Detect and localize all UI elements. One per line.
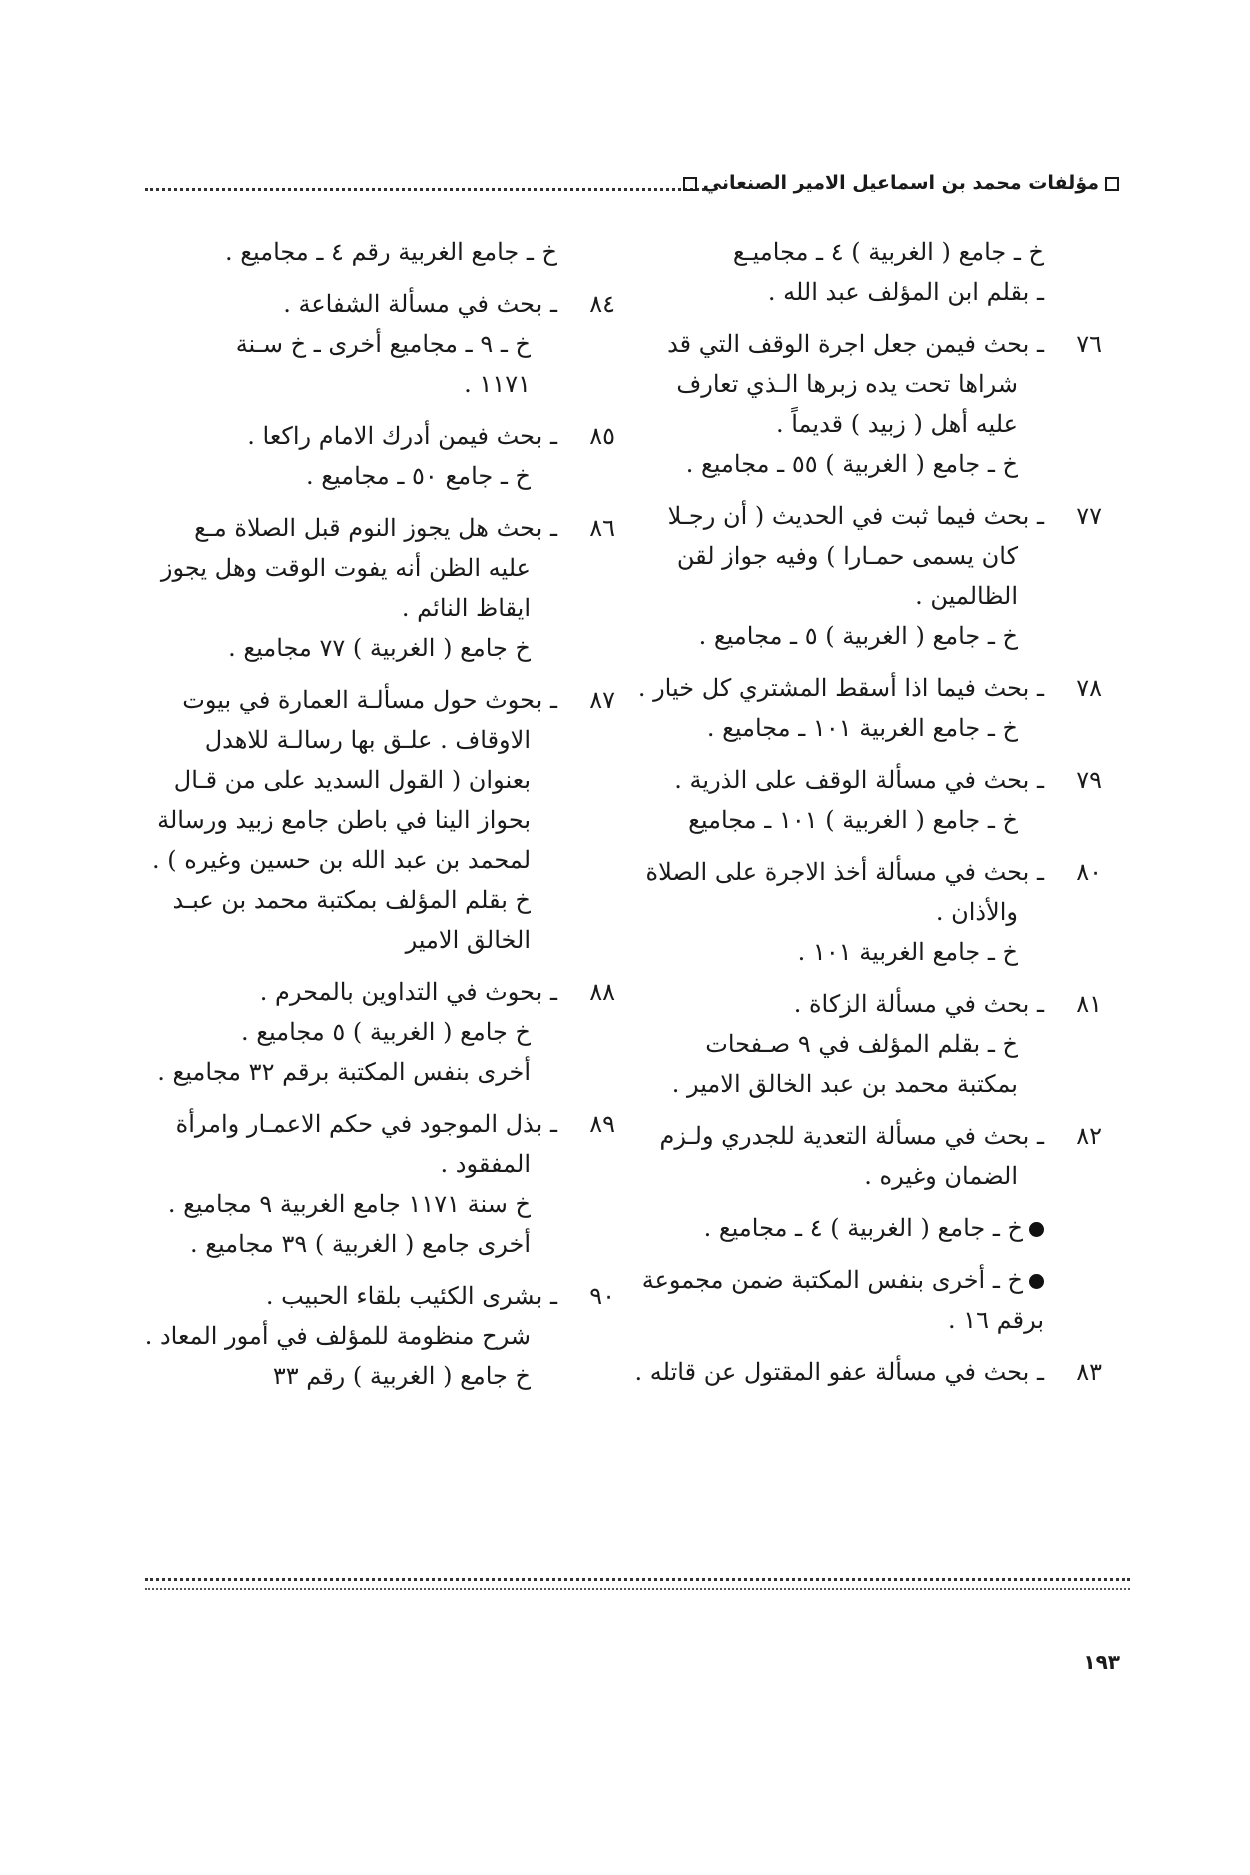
entry-line-text: ـ بحوث في التداوين بالمحرم .: [259, 978, 557, 1006]
entry-line: [622, 932, 1044, 972]
bibliography-entry: [145, 416, 615, 496]
entry-line: [622, 1024, 1044, 1064]
entry-line-text: والأذان .: [935, 898, 1018, 926]
running-header: [145, 172, 1125, 204]
entry-line-text: عليه أهل ( زبيد ) قديماً .: [775, 410, 1018, 438]
entry-line: [622, 668, 1044, 708]
left-column: [145, 232, 615, 1408]
entry-number: ٧٦: [1076, 330, 1102, 358]
entry-line: [622, 536, 1044, 576]
entry-line-text: لمحمد بن عبد الله بن حسين وغيره ) .: [152, 846, 531, 874]
entry-line-text: ـ بحث في مسألة الوقف على الذرية .: [674, 766, 1044, 794]
entry-line-text: خ جامع ( الغربية ) رقم ٣٣: [272, 1362, 531, 1390]
bibliography-entry: [145, 232, 615, 272]
header-title: مؤلفات محمد بن اسماعيل الامير الصنعاني: [702, 172, 1099, 194]
entry-number: ٨٢: [1076, 1122, 1102, 1150]
entry-line-text: ـ بحث فيما ثبت في الحديث ( أن رجـلا: [667, 502, 1044, 530]
entry-line: [145, 548, 557, 588]
entry-number: ٩٠: [589, 1282, 615, 1310]
bibliography-entry: [145, 508, 615, 668]
entry-line-text: ـ بحث في مسألة التعدية للجدري ولـزم: [659, 1122, 1044, 1150]
entry-line-text: خ ـ جامع ( الغربية ) ٥ ـ مجاميع .: [698, 622, 1018, 650]
entry-line-text: بحواز الينا في باطن جامع زبيد ورسالة: [157, 806, 531, 834]
entry-line-text: خ ـ ٩ ـ مجاميع أخرى ـ خ سـنة: [235, 330, 531, 358]
entry-line: [622, 852, 1044, 892]
entry-line: [145, 720, 557, 760]
bibliography-entry: [622, 852, 1102, 972]
square-ornament-icon: [1105, 177, 1119, 191]
entry-line: [622, 708, 1044, 748]
entry-line: [622, 800, 1044, 840]
entry-line: [145, 232, 557, 272]
page-number: ١٩٣: [1083, 1650, 1120, 1674]
bullet-icon: [1029, 1274, 1044, 1289]
entry-line-text: ـ بقلم ابن المؤلف عبد الله .: [767, 278, 1044, 306]
entry-line-text: ـ بحث فيما اذا أسقط المشتري كل خيار .: [637, 674, 1044, 702]
bibliography-entry: [622, 324, 1102, 484]
entry-line-text: ايقاظ النائم .: [401, 594, 531, 622]
entry-line: [622, 1064, 1044, 1104]
entry-line-text: ـ بحث في مسألة أخذ الاجرة على الصلاة: [645, 858, 1044, 886]
entry-number: ٨٠: [1076, 858, 1102, 886]
entry-line: [145, 760, 557, 800]
entry-line-text: ـ بحث في مسألة الزكاة .: [793, 990, 1044, 1018]
entry-line: [145, 880, 557, 920]
entry-line-text: ـ بذل الموجود في حكم الاعمـار وامرأة: [175, 1110, 557, 1138]
entry-number: ٨٩: [589, 1110, 615, 1138]
entry-line: [145, 324, 557, 364]
header-title-wrap: [677, 172, 1125, 194]
entry-line-text: ١١٧١ .: [464, 370, 531, 398]
entry-number: ٧٨: [1076, 674, 1102, 702]
entry-line: [145, 1356, 557, 1396]
entry-line-text: خ سنة ١١٧١ جامع الغربية ٩ مجاميع .: [167, 1190, 531, 1218]
entry-line: [145, 1276, 557, 1316]
entry-line-text: المفقود .: [440, 1150, 531, 1178]
entry-line: [622, 324, 1044, 364]
entry-line: [145, 1316, 557, 1356]
bibliography-entry: [622, 232, 1102, 312]
entry-line-text: خ جامع ( الغربية ) ٥ مجاميع .: [240, 1018, 531, 1046]
bibliography-entry: [622, 668, 1102, 748]
entry-line-text: أخرى بنفس المكتبة برقم ٣٢ مجاميع .: [157, 1058, 531, 1086]
entry-line: [145, 840, 557, 880]
entry-line-text: عليه الظن أنه يفوت الوقت وهل يجوز: [160, 554, 531, 582]
entry-line-text: ـ بحث فيمن جعل اجرة الوقف التي قد: [667, 330, 1044, 358]
entry-line-text: أخرى جامع ( الغربية ) ٣٩ مجاميع .: [190, 1230, 531, 1258]
entry-line-text: ـ بحث هل يجوز النوم قبل الصلاة مـع: [194, 514, 557, 542]
entry-line: [622, 1260, 1044, 1300]
entry-line: [622, 1116, 1044, 1156]
entry-line-text: خ ـ جامع الغربية ١٠١ ـ مجاميع .: [706, 714, 1018, 742]
entry-line-text: ـ بحث في مسألة الشفاعة .: [283, 290, 557, 318]
entry-line: [622, 892, 1044, 932]
entry-line: [145, 284, 557, 324]
entry-line-text: كان يسمى حمـارا ) وفيه جواز لقن: [676, 542, 1018, 570]
entry-line-text: ـ بحث فيمن أدرك الامام راكعا .: [247, 422, 557, 450]
entry-line-text: خ ـ بقلم المؤلف في ٩ صـفحات: [705, 1030, 1018, 1058]
entry-line: [145, 1012, 557, 1052]
entry-line: [622, 364, 1044, 404]
bibliography-entry: [622, 1116, 1102, 1196]
entry-number: ٨٧: [589, 686, 615, 714]
entry-line: [145, 416, 557, 456]
entry-line: [145, 456, 557, 496]
entry-line: [145, 1104, 557, 1144]
entry-number: ٨٨: [589, 978, 615, 1006]
entry-line-text: ـ بحوث حول مسألـة العمارة في بيوت: [182, 686, 557, 714]
bibliography-entry: [622, 760, 1102, 840]
entry-line-text: الضمان وغيره .: [864, 1162, 1018, 1190]
entry-number: ٧٩: [1076, 766, 1102, 794]
entry-line-text: خ ـ جامع ٥٠ ـ مجاميع .: [305, 462, 531, 490]
entry-line-text: الخالق الامير: [405, 926, 531, 954]
entry-number: ٨٥: [589, 422, 615, 450]
entry-number: ٨٤: [589, 290, 615, 318]
entry-line-text: شرح منظومة للمؤلف في أمور المعاد .: [144, 1322, 531, 1350]
footer-dotted-rule-secondary: [145, 1588, 1130, 1590]
entry-line: [622, 760, 1044, 800]
entry-number: ٨١: [1076, 990, 1102, 1018]
entry-line-text: بعنوان ( القول السديد على من قـال: [173, 766, 531, 794]
bullet-icon: [1029, 1222, 1044, 1237]
entry-line-text: ـ بحث في مسألة عفو المقتول عن قاتله .: [634, 1358, 1044, 1386]
entry-line-text: ـ بشرى الكئيب بلقاء الحبيب .: [265, 1282, 557, 1310]
entry-line-text: خ ـ جامع ( الغربية ) ١٠١ ـ مجاميع: [688, 806, 1018, 834]
bibliography-entry: [622, 1352, 1102, 1392]
entry-line: [145, 588, 557, 628]
bibliography-entry: [622, 984, 1102, 1104]
entry-line-text: خ ـ جامع ( الغربية ) ٤ ـ مجاميع .: [703, 1214, 1023, 1242]
entry-line: [145, 920, 557, 960]
right-column: [622, 232, 1102, 1404]
bibliography-entry: [145, 1276, 615, 1396]
entry-line: [622, 404, 1044, 444]
entry-line-text: خ ـ جامع ( الغربية ) ٤ ـ مجاميـع: [732, 238, 1044, 266]
entry-number: ٨٣: [1076, 1358, 1102, 1386]
bibliography-entry: [622, 496, 1102, 656]
entry-line: [145, 1144, 557, 1184]
entry-line: [622, 1208, 1044, 1248]
entry-line: [622, 984, 1044, 1024]
entry-line-text: خ جامع ( الغربية ) ٧٧ مجاميع .: [228, 634, 531, 662]
bibliography-entry: [145, 972, 615, 1092]
entry-line: [622, 1156, 1044, 1196]
entry-line: [145, 680, 557, 720]
entry-line: [622, 496, 1044, 536]
entry-line: [622, 232, 1044, 272]
entry-line: [622, 1352, 1044, 1392]
entry-line-text: خ بقلم المؤلف بمكتبة محمد بن عبـد: [172, 886, 531, 914]
entry-line: [145, 800, 557, 840]
footer-dotted-rule: [145, 1578, 1130, 1581]
entry-line: [145, 1184, 557, 1224]
entry-line-text: الاوقاف . علـق بها رسالـة للاهدل: [204, 726, 531, 754]
bibliography-entry: [145, 1104, 615, 1264]
entry-line: [622, 272, 1044, 312]
entry-line: [145, 1224, 557, 1264]
entry-line: [145, 972, 557, 1012]
entry-line: [145, 1052, 557, 1092]
bibliography-entry: [622, 1208, 1102, 1248]
bibliography-entry: [145, 284, 615, 404]
entry-line: [145, 628, 557, 668]
entry-number: ٧٧: [1076, 502, 1102, 530]
entry-line: [145, 364, 557, 404]
header-dotted-rule: [145, 188, 705, 191]
square-ornament-icon: [683, 177, 697, 191]
entry-line-text: بمكتبة محمد بن عبد الخالق الامير .: [671, 1070, 1018, 1098]
entry-line-text: خ ـ جامع الغربية رقم ٤ ـ مجاميع .: [224, 238, 557, 266]
entry-line-text: الظالمين .: [915, 582, 1018, 610]
entry-line: [622, 444, 1044, 484]
entry-number: ٨٦: [589, 514, 615, 542]
bibliography-entry: [622, 1260, 1102, 1340]
entry-line: [622, 616, 1044, 656]
entry-line-text: خ ـ أخرى بنفس المكتبة ضمن مجموعة: [641, 1266, 1023, 1294]
entry-line-text: برقم ١٦ .: [947, 1306, 1044, 1334]
bibliography-entry: [145, 680, 615, 960]
entry-line-text: شراها تحت يده زبرها الـذي تعارف: [676, 370, 1018, 398]
entry-line-text: خ ـ جامع الغربية ١٠١ .: [797, 938, 1018, 966]
entry-line-text: خ ـ جامع ( الغربية ) ٥٥ ـ مجاميع .: [685, 450, 1018, 478]
entry-line: [145, 508, 557, 548]
entry-line: [622, 576, 1044, 616]
entry-line: [622, 1300, 1044, 1340]
